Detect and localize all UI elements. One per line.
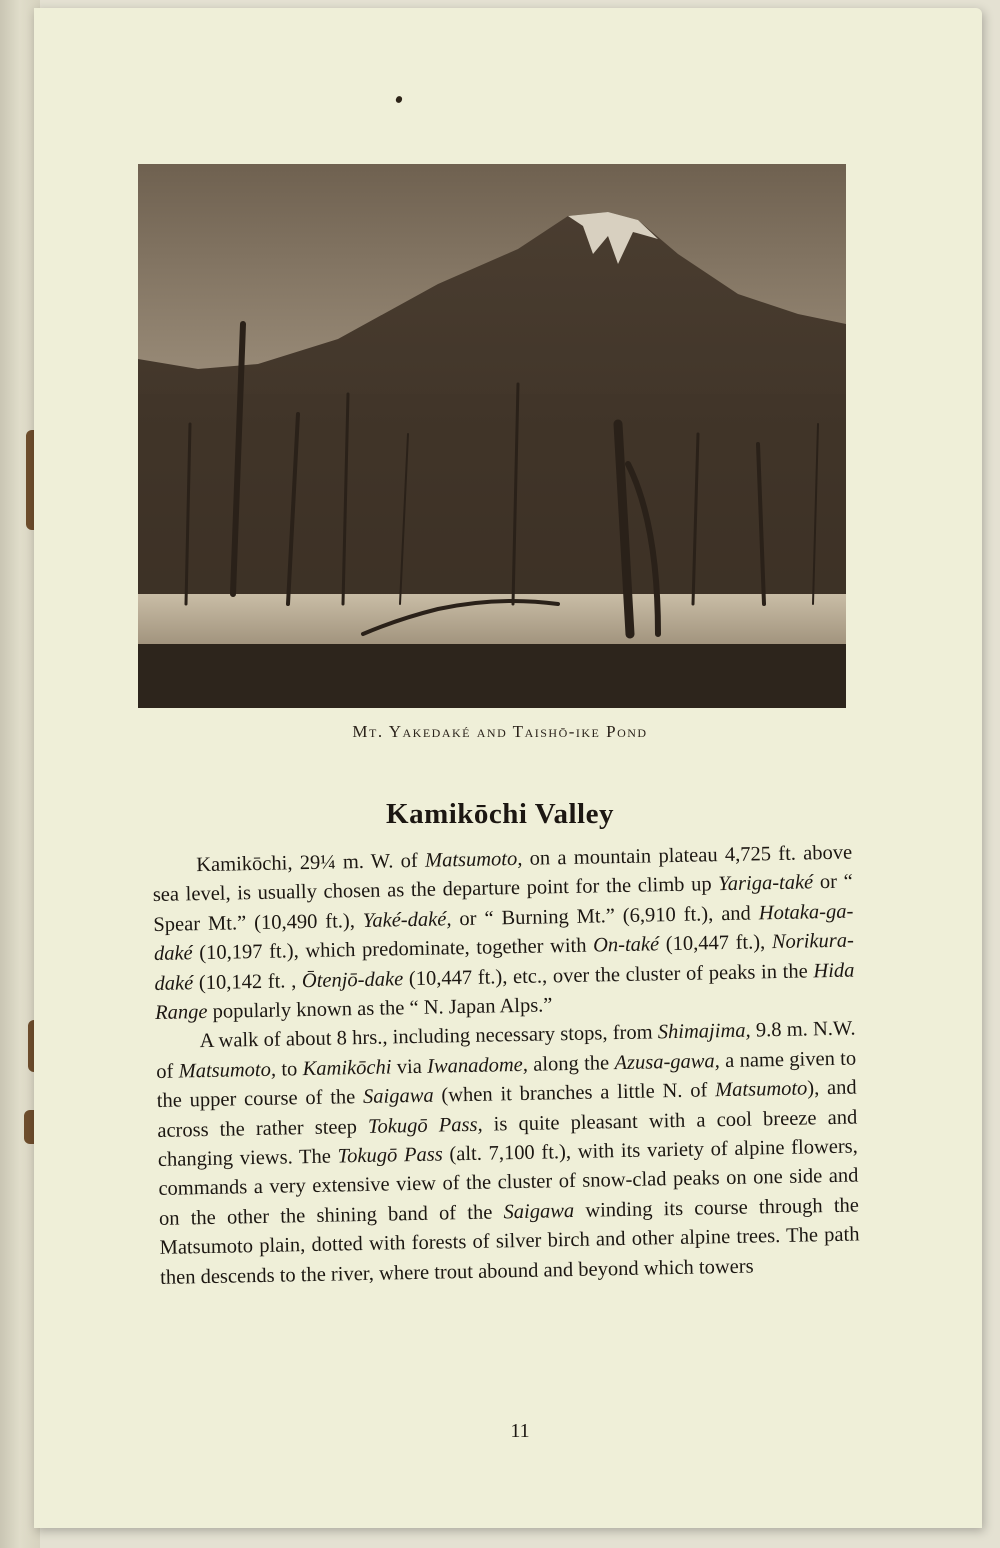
text-run: A walk of about 8 hrs., including necessary stops, from xyxy=(199,1021,659,1053)
text-run: (10,447 ft.), xyxy=(658,931,773,956)
section-heading: Kamikōchi Valley xyxy=(386,798,614,830)
paragraph xyxy=(155,1015,860,1293)
text-run: winding its course through the Matsumoto plain, dotted with forests of silver birch and other alpine trees. The path then descends to the river, where trout abound and beyond which towers xyxy=(159,1194,860,1289)
italic-place-name: Saigawa xyxy=(362,1084,434,1109)
page-number: 11 xyxy=(510,1420,530,1442)
text-run: on a mountain plateau 4,725 ft. above sea level, is usually chosen as the departure point for the climb up xyxy=(152,841,853,907)
italic-place-name: Yaké-daké, xyxy=(362,908,452,932)
text-run: or “ Spear Mt.” (10,490 ft.), xyxy=(153,870,853,936)
text-run: to xyxy=(275,1057,303,1081)
text-run: popularly known as the “ N. Japan Alps.” xyxy=(207,994,553,1023)
text-run: (10,447 ft.), etc., over the cluster of peaks in the xyxy=(402,959,814,990)
italic-place-name: Matsumoto xyxy=(714,1077,808,1102)
italic-place-name: Shimajima, xyxy=(657,1019,751,1044)
italic-place-name: Tokugō Pass xyxy=(337,1143,443,1168)
italic-place-name: Hotaka-ga-daké xyxy=(153,900,854,966)
italic-place-name: On-také xyxy=(592,933,660,957)
paragraph xyxy=(152,839,855,1029)
italic-place-name: Hida Range xyxy=(154,959,855,1024)
italic-place-name: Iwanadome, xyxy=(426,1053,529,1078)
mountain-photo xyxy=(138,164,846,708)
text-run: (10,197 ft.), which predominate, together with xyxy=(192,934,594,965)
text-run: 9.8 m. N.W. of xyxy=(156,1017,856,1083)
italic-place-name: Kamikōchi xyxy=(302,1056,392,1080)
text-run: ), and across the rather steep xyxy=(157,1076,857,1142)
text-run: (alt. 7,100 ft.), with its variety of alpine flowers, commands a very extensive view of the cluster of snow-clad peaks on one side and on the other the shining band of the xyxy=(158,1135,859,1230)
text-run: along the xyxy=(527,1052,615,1076)
italic-place-name: Norikura-daké xyxy=(154,929,855,995)
text-run: is quite pleasant with a cool breeze and changing views. The xyxy=(157,1106,858,1172)
text-run: or “ Burning Mt.” (6,910 ft.), and xyxy=(451,902,759,931)
text-run: (when it branches a little N. of xyxy=(433,1079,716,1107)
italic-place-name: Matsumoto, xyxy=(178,1058,277,1083)
italic-place-name: Ōtenjō-dake xyxy=(301,967,404,992)
body-text xyxy=(152,839,860,1293)
italic-place-name: Tokugō Pass, xyxy=(367,1113,483,1138)
text-run: via xyxy=(391,1055,428,1079)
text-run: Kamikōchi, 29¼ m. W. of xyxy=(196,849,426,877)
italic-place-name: Matsumoto, xyxy=(424,847,523,872)
italic-place-name: Azusa-gawa, xyxy=(614,1049,721,1075)
italic-place-name: Saigawa xyxy=(503,1199,575,1224)
photo-caption: Mt. Yakedaké and Taishō-ike Pond xyxy=(352,722,648,741)
italic-place-name: Yariga-také xyxy=(718,871,814,896)
text-run: a name given to the upper course of the xyxy=(156,1047,857,1113)
text-run: (10,142 ft. , xyxy=(193,969,303,994)
